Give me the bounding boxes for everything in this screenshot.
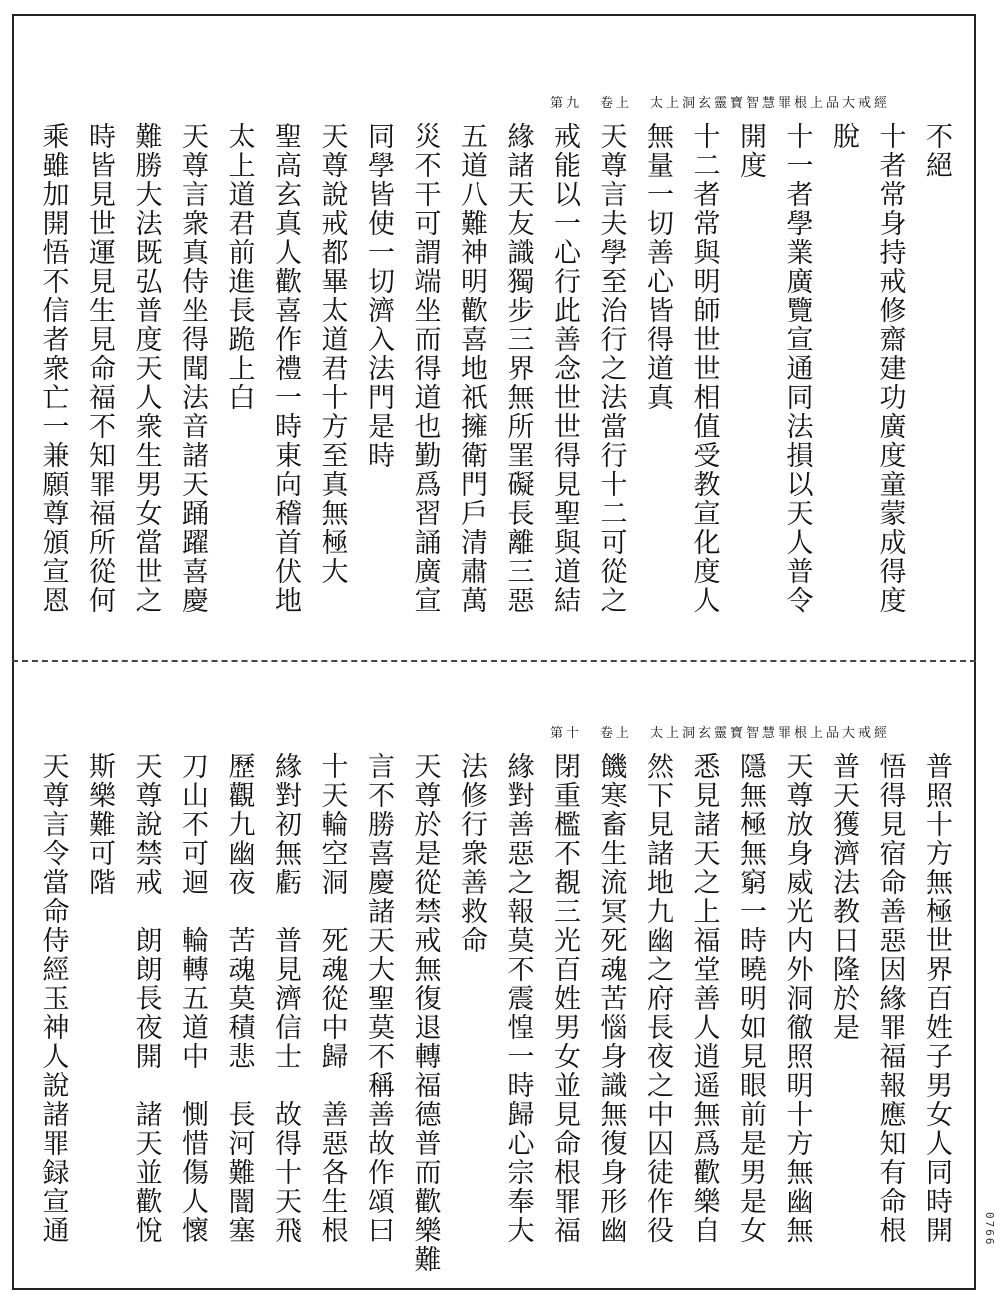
text-column: 隱無極無窮一時曉明如見眼前是男是女: [735, 752, 766, 1245]
header-volume: 卷上: [599, 726, 632, 741]
text-column: 悟得見宿命善惡因緣罪福報應知有命根: [874, 752, 906, 1245]
page-divider: [12, 660, 976, 662]
text-column: 普照十方無極世界百姓子男女人同時開: [921, 752, 952, 1245]
upper-page: [30, 92, 960, 652]
upper-page-header: [390, 92, 890, 116]
text-column: 斯樂難可階: [84, 752, 115, 897]
lower-text-columns: [30, 752, 960, 1282]
text-column: 天尊言夫學至治行之法當行十二可從之: [595, 122, 627, 615]
text-column: 無量一切善心皆得道真: [642, 122, 673, 412]
text-column: 饑寒畜生流冥死魂苦惱身識無復身形幽: [595, 752, 627, 1245]
header-title: 太上洞玄靈寶智慧罪根上品大戒經: [649, 96, 890, 111]
text-column: 歷觀九幽夜 苦魂莫積悲 長河難闇塞: [223, 752, 255, 1245]
lower-page: [30, 722, 960, 1282]
text-column: 災不干可謂端坐而得道也勤爲習誦廣宣: [409, 122, 441, 615]
text-column: 天尊說戒都畢太道君十方至真無極大: [316, 122, 348, 586]
text-column: 五道八難神明歡喜地祇擁衛門戶清肅萬: [456, 122, 487, 615]
text-column: 刀山不可迴 輪轉五道中 惻惜傷人懷: [177, 752, 208, 1245]
text-column: 普天獲濟法教日隆於是: [828, 752, 859, 1042]
text-column: 十天輪空洞 死魂從中歸 善惡各生根: [316, 752, 348, 1245]
text-column: 閉重檻不覩三光百姓男女並見命根罪福: [549, 752, 580, 1245]
header-title: 太上洞玄靈寶智慧罪根上品大戒經: [649, 726, 890, 741]
text-column: 言不勝喜慶諸天大聖莫不稱善故作頌曰: [363, 752, 394, 1245]
text-column: 乘雖加開悟不信者衆亡一兼願尊頒宣恩: [37, 122, 69, 615]
page-number: 0766: [983, 1212, 996, 1247]
text-column: 天尊於是從禁戒無復退轉福德普而歡樂難: [409, 752, 441, 1274]
text-column: 悉見諸天之上福堂善人逍遥無爲歡樂自: [688, 752, 720, 1245]
text-column: 緣對初無虧 普見濟信士 故得十天飛: [270, 752, 301, 1245]
text-column: 開度: [735, 122, 766, 180]
text-column: 太上道君前進長跪上白: [223, 122, 255, 412]
text-column: 不絕: [921, 122, 952, 180]
text-column: 同學皆使一切濟入法門是時: [363, 122, 394, 470]
text-column: 緣諸天友識獨步三界無所罣礙長離三惡: [502, 122, 534, 615]
text-column: 十二者常與明師世世相值受教宣化度人: [688, 122, 720, 615]
text-column: 天尊言衆真侍坐得聞法音諸天踊躍喜慶: [177, 122, 208, 615]
text-column: 緣對善惡之報莫不震惶一時歸心宗奉大: [502, 752, 534, 1245]
header-volume: 卷上: [599, 96, 632, 111]
text-column: 戒能以一心行此善念世世得見聖與道結: [549, 122, 580, 615]
text-column: 難勝大法既弘普度天人衆生男女當世之: [130, 122, 162, 615]
text-column: 天尊說禁戒 朗朗長夜開 諸天並歡悅: [130, 752, 162, 1245]
text-column: 天尊放身威光内外洞徹照明十方無幽無: [781, 752, 813, 1245]
text-column: 天尊言令當命侍經玉神人說諸罪録宣通: [37, 752, 69, 1245]
text-column: 法修行衆善救命: [456, 752, 487, 955]
text-column: 然下見諸地九幽之府長夜之中囚徒作役: [642, 752, 673, 1245]
text-column: 脫: [828, 122, 859, 151]
upper-text-columns: [30, 122, 960, 652]
text-column: 十者常身持戒修齋建功廣度童蒙成得度: [874, 122, 906, 615]
lower-page-header: [390, 722, 890, 746]
text-column: 時皆見世運見生見命福不知罪福所從何: [84, 122, 115, 615]
header-folio: 第十: [549, 726, 582, 741]
header-folio: 第九: [549, 96, 582, 111]
text-column: 聖高玄真人歡喜作禮一時東向稽首伏地: [270, 122, 301, 615]
text-column: 十一者學業廣覽宣通同法損以天人普令: [781, 122, 813, 615]
